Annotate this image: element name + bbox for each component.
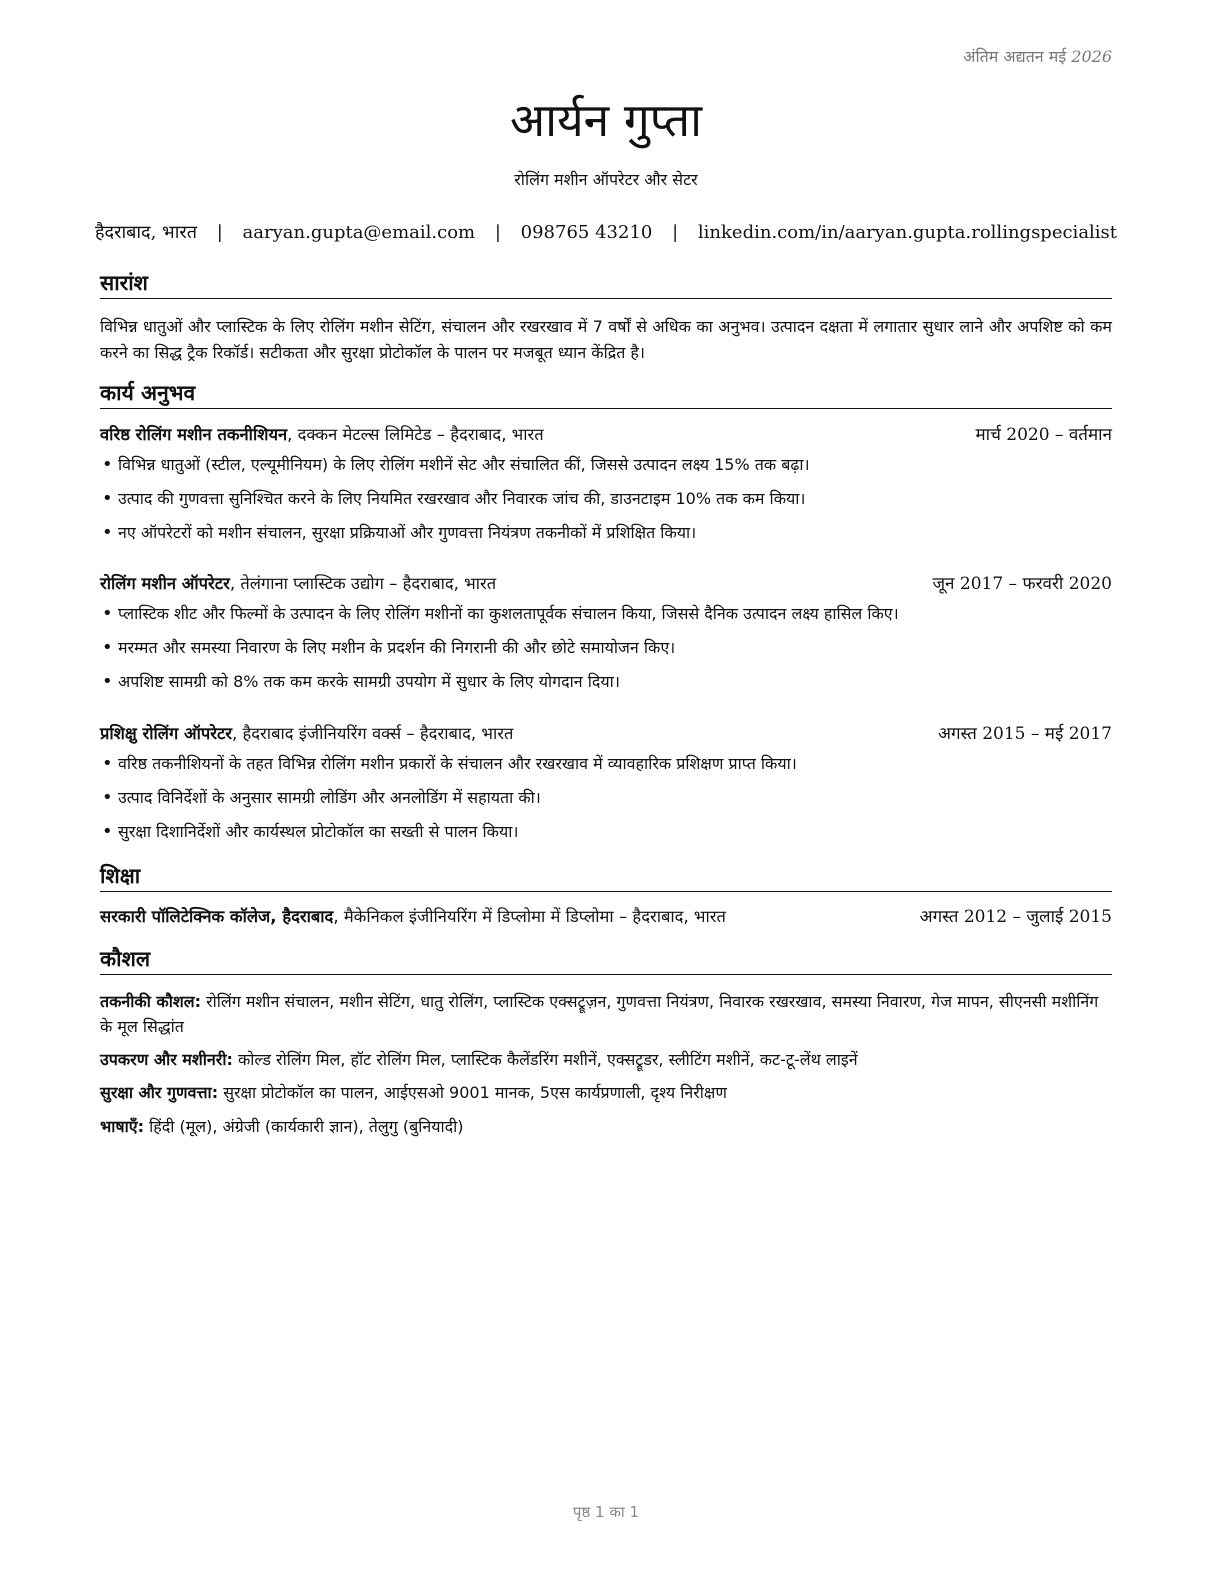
candidate-title: रोलिंग मशीन ऑपरेटर और सेटर <box>514 170 698 189</box>
list-item: • प्लास्टिक शीट और फिल्मों के उत्पादन के लिए रोलिंग मशीनों का कुशलतापूर्वक संचालन किया, जिससे दैनिक उत्पादन लक्ष्य हासिल किए। <box>100 602 1112 636</box>
last-updated <box>963 45 1112 67</box>
list-item: • नए ऑपरेटरों को मशीन संचालन, सुरक्षा प्रक्रियाओं और गुणवत्ता नियंत्रण तकनीकों में प्रशिक्षित किया। <box>100 521 1112 555</box>
skill-text: रोलिंग मशीन संचालन, मशीन सेटिंग, धातु रोलिंग, प्लास्टिक एक्सट्रूज़न, गुणवत्ता नियंत्रण, निवारक रखरखाव, समस्या निवारण, गेज मापन, सीएनसी मशीनिंग के मूल सिद्धांत <box>100 992 1099 1036</box>
contact-separator: | <box>494 222 501 243</box>
candidate-name: आर्यन गुप्ता <box>509 93 703 147</box>
list-item: • उत्पाद विनिर्देशों के अनुसार सामग्री लोडिंग और अनलोडिंग में सहायता की। <box>100 786 1112 820</box>
skill-text: कोल्ड रोलिंग मिल, हॉट रोलिंग मिल, प्लास्टिक कैलेंडरिंग मशीनें, एक्सट्रूडर, स्लीटिंग मशीनें, कट-टू-लेंथ लाइनें <box>232 1050 858 1069</box>
job-bullets <box>100 752 1112 854</box>
education-dates: अगस्त 2012 – जुलाई 2015 <box>919 907 1112 927</box>
contact-location: हैदराबाद, भारत <box>94 222 197 243</box>
education-detail: , मैकेनिकल इंजीनियरिंग में डिप्लोमा में डिप्लोमा – हैदराबाद, भारत <box>333 907 726 926</box>
list-item: • वरिष्ठ तकनीशियनों के तहत विभिन्न रोलिंग मशीन प्रकारों के संचालन और रखरखाव में व्यावहारिक प्रशिक्षण प्राप्त किया। <box>100 752 1112 786</box>
job-company: , दक्कन मेटल्स लिमिटेड – हैदराबाद, भारत <box>287 425 544 444</box>
job-dates: अगस्त 2015 – मई 2017 <box>937 724 1112 744</box>
skill-label: सुरक्षा और गुणवत्ता: <box>100 1083 219 1102</box>
resume-page <box>94 0 1118 1584</box>
job-header <box>100 423 1112 447</box>
job-role: प्रशिक्षु रोलिंग ऑपरेटर <box>100 724 233 743</box>
skill-label: उपकरण और मशीनरी: <box>100 1050 233 1069</box>
last-updated-year: 2026 <box>1071 47 1112 66</box>
job-dates: मार्च 2020 – वर्तमान <box>975 425 1112 445</box>
contact-linkedin[interactable]: linkedin.com/in/aaryan.gupta.rollingspecialist <box>697 222 1118 243</box>
job-bullets <box>100 453 1112 555</box>
skill-row <box>100 989 1112 1039</box>
contact-separator: | <box>672 222 679 243</box>
contact-line <box>20 220 1192 244</box>
skill-label: तकनीकी कौशल: <box>100 992 201 1011</box>
education-heading: शिक्षा <box>100 863 1112 892</box>
job-bullets <box>100 602 1112 704</box>
skill-row <box>100 1080 1112 1105</box>
job-header <box>100 572 1112 596</box>
job-company: , तेलंगाना प्लास्टिक उद्योग – हैदराबाद, भारत <box>229 574 497 593</box>
skill-row <box>100 1047 1112 1072</box>
job-dates: जून 2017 – फरवरी 2020 <box>932 574 1112 594</box>
list-item: • मरम्मत और समस्या निवारण के लिए मशीन के प्रदर्शन की निगरानी की और छोटे समायोजन किए। <box>100 636 1112 670</box>
skill-text: सुरक्षा प्रोटोकॉल का पालन, आईएसओ 9001 मानक, 5एस कार्यप्रणाली, दृश्य निरीक्षण <box>218 1083 727 1102</box>
list-item: • विभिन्न धातुओं (स्टील, एल्यूमीनियम) के लिए रोलिंग मशीनें सेट और संचालित कीं, जिससे उत्पादन लक्ष्य 15% तक बढ़ा। <box>100 453 1112 487</box>
list-item: • उत्पाद की गुणवत्ता सुनिश्चित करने के लिए नियमित रखरखाव और निवारक जांच की, डाउनटाइम 10% तक कम किया। <box>100 487 1112 521</box>
page-number: पृष्ठ 1 का 1 <box>572 1503 640 1521</box>
list-item: • सुरक्षा दिशानिर्देशों और कार्यस्थल प्रोटोकॉल का सख्ती से पालन किया। <box>100 820 1112 854</box>
contact-phone: 098765 43210 <box>520 222 653 243</box>
skill-text: हिंदी (मूल), अंग्रेजी (कार्यकारी ज्ञान), तेलुगु (बुनियादी) <box>144 1117 464 1136</box>
job-company: , हैदराबाद इंजीनियरिंग वर्क्स – हैदराबाद, भारत <box>232 724 514 743</box>
contact-separator: | <box>216 222 223 243</box>
skill-row <box>100 1114 1112 1139</box>
education-institution: सरकारी पॉलिटेक्निक कॉलेज, हैदराबाद <box>100 907 334 926</box>
education-entry <box>100 905 1112 929</box>
summary-heading: सारांश <box>100 270 1112 299</box>
job-header <box>100 722 1112 746</box>
job-role: रोलिंग मशीन ऑपरेटर <box>100 574 230 593</box>
skills-heading: कौशल <box>100 946 1112 975</box>
experience-heading: कार्य अनुभव <box>100 380 1112 409</box>
contact-email[interactable]: aaryan.gupta@email.com <box>242 222 476 243</box>
summary-text: विभिन्न धातुओं और प्लास्टिक के लिए रोलिंग मशीन सेटिंग, संचालन और रखरखाव में 7 वर्षों से अधिक का अनुभव। उत्पादन दक्षता में लगातार सुधार लाने और अपशिष्ट को कम करने का सिद्ध ट्रैक रिकॉर्ड। सटीकता और सुरक्षा प्रोटोकॉल के पालन पर मजबूत ध्यान केंद्रित है। <box>100 317 1112 362</box>
list-item: • अपशिष्ट सामग्री को 8% तक कम करके सामग्री उपयोग में सुधार के लिए योगदान दिया। <box>100 670 1112 704</box>
skill-label: भाषाएँ: <box>100 1117 145 1136</box>
job-role: वरिष्ठ रोलिंग मशीन तकनीशियन <box>100 425 288 444</box>
last-updated-label: अंतिम अद्यतन मई <box>963 47 1067 66</box>
